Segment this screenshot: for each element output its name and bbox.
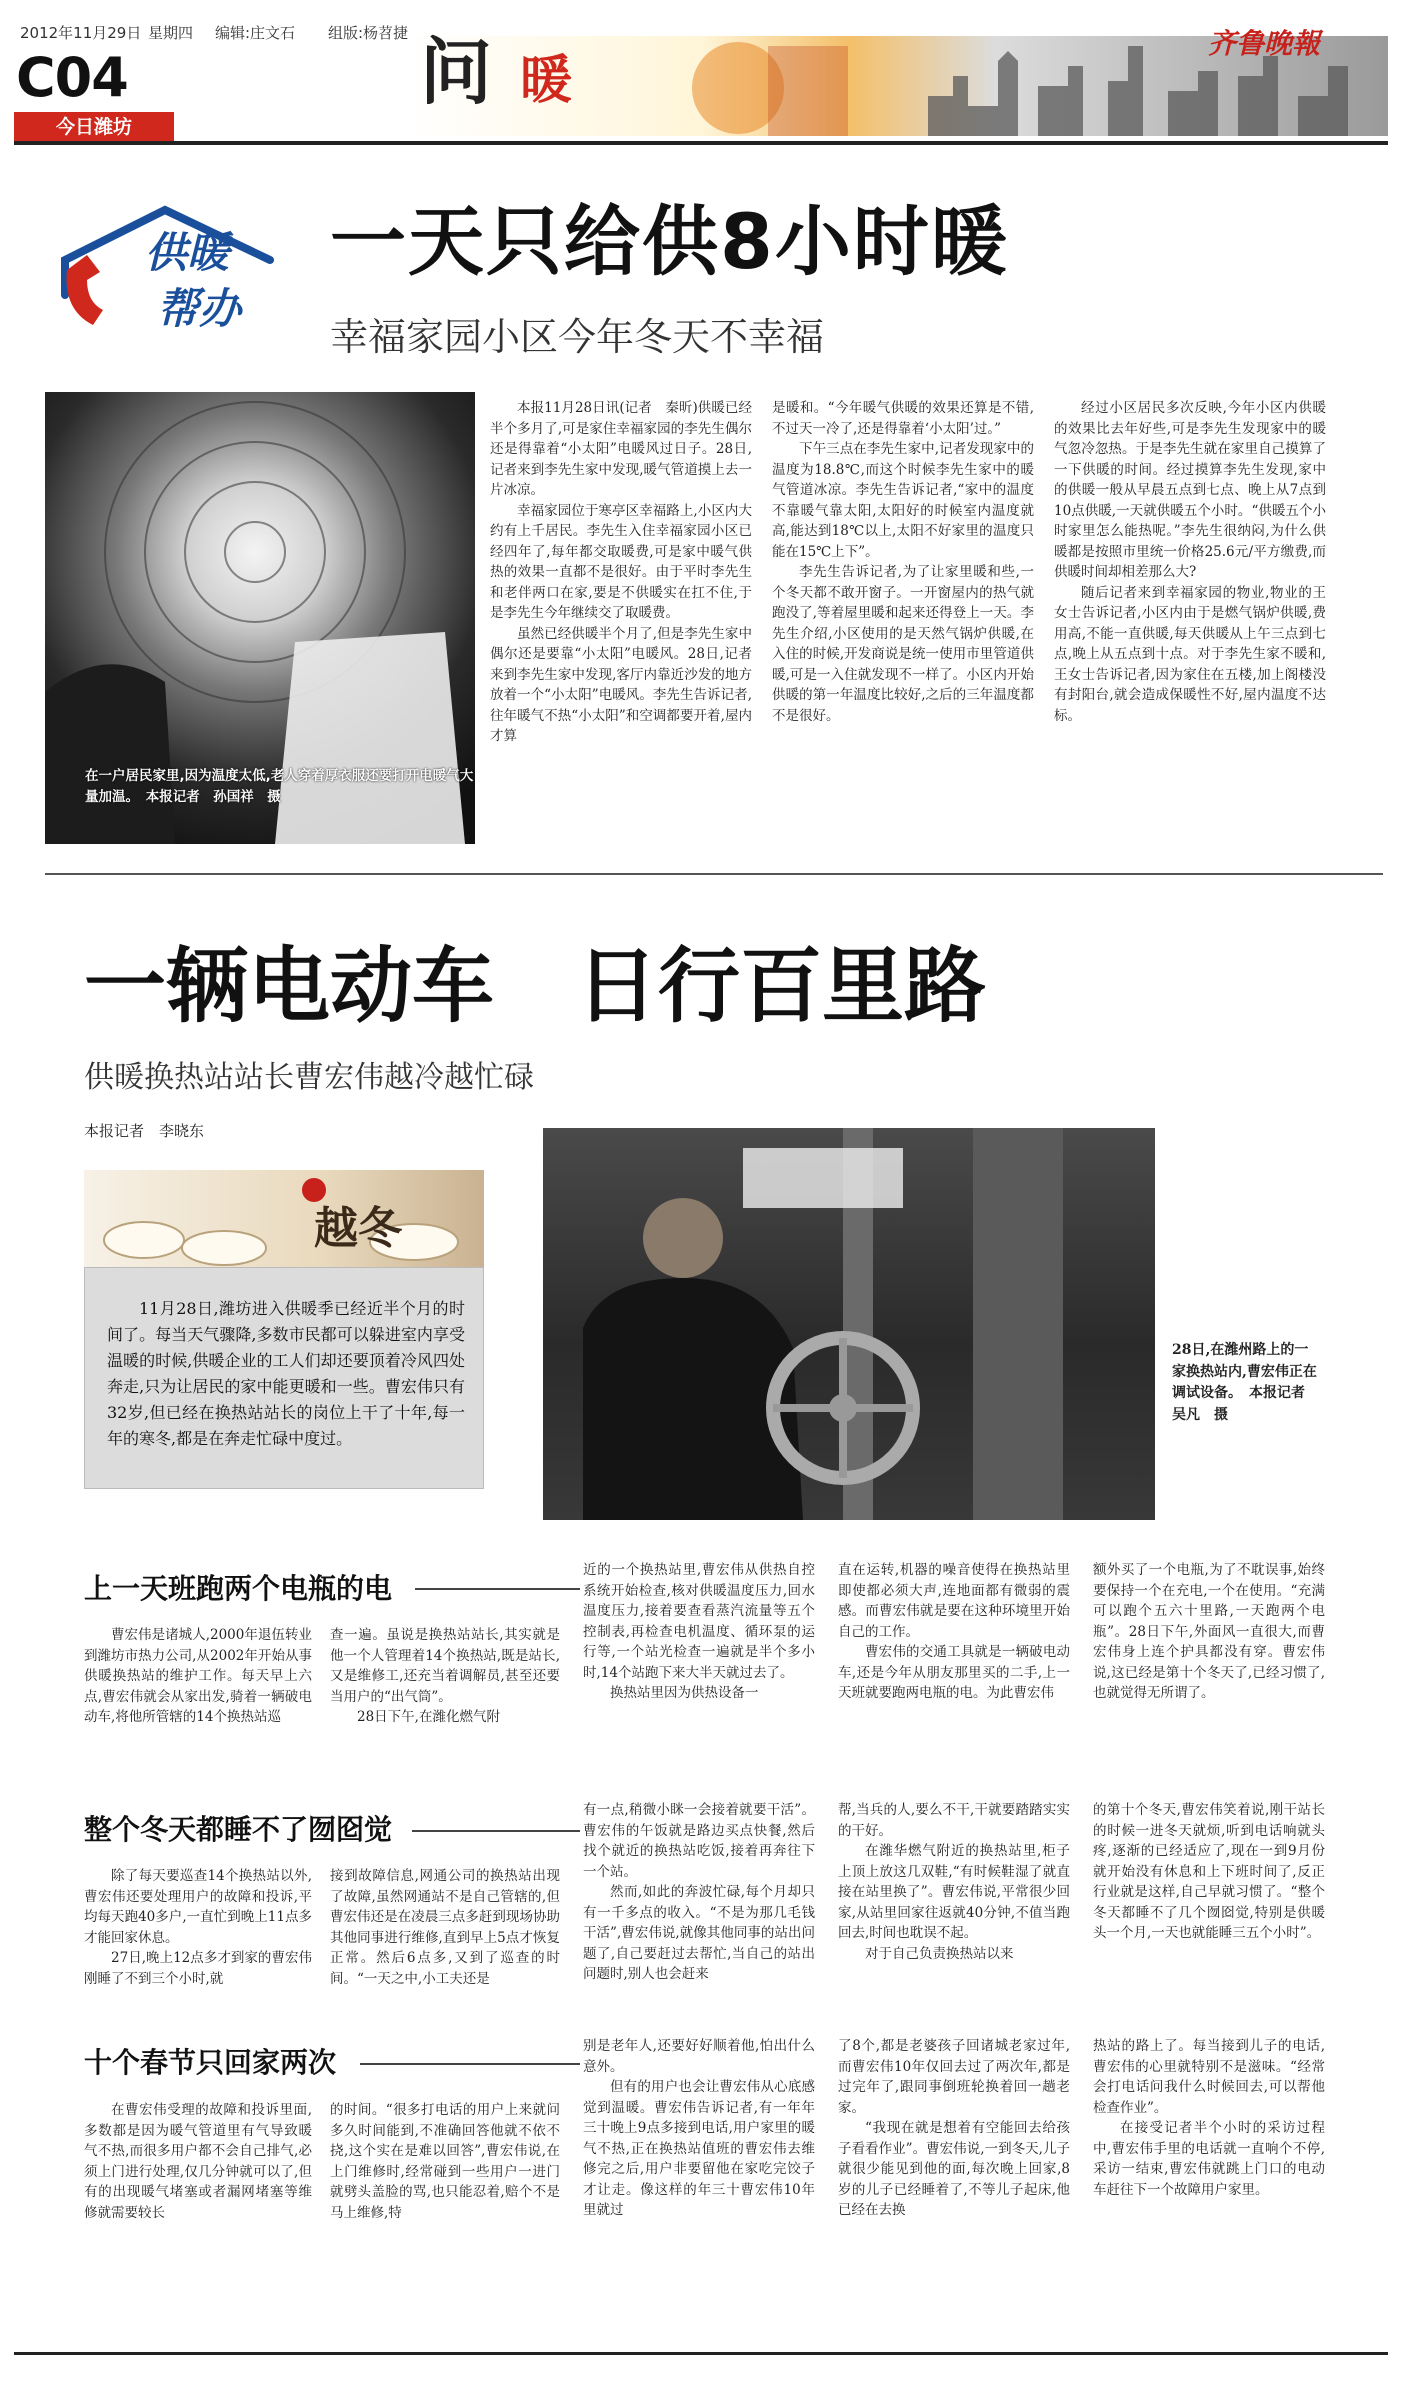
story2-photo-caption: 28日,在潍州路上的一家换热站内,曹宏伟正在调试设备。 本报记者 吴凡 摄	[1172, 1342, 1319, 1424]
story2-photo	[543, 1128, 1155, 1520]
issue-weekday: 星期四	[148, 24, 194, 42]
sec2-column-1: 除了每天要巡查14个换热站以外,曹宏伟还要处理用户的故障和投诉,平均每天跑40多户,一直忙到晚上11点多才能回家休息。 27日,晚上12点多才到家的曹宏伟刚睡了不到三个小时,就	[84, 1868, 312, 1987]
story1-column-2: 是暖和。“今年暖气供暖的效果还算是不错,不过天一冷了,还是得靠着‘小太阳’过。” 下午三点在李先生家中,记者发现家中的温度为18.8℃,而这个时候李先生家中的暖气管道冰凉。李先生告诉记者,“家中的温度不靠暖气靠太阳,太阳好的时候室内温度就高,能达到18℃以上,太阳不好家里的温度只能在15℃上下”。 李先生告诉记者,为了让家里暖和些,一个冬天都不敢开窗子。一开窗屋内的热气就跑没了,等着屋里暖和起来还得登上一天。李先生介绍,小区使用的是天然气锅炉供暖,在入住的时候,开发商说是统一使用市里管道供暖,可是一入住就发现不一样了。小区内开始供暖的第一年温度比较好,之后的三年温度都不是很好。	[772, 400, 1034, 724]
section-3-rule	[360, 2063, 580, 2065]
worker-with-valve-illustration	[543, 1128, 1155, 1520]
sec2-column-3: 有一点,稍微小眯一会接着就要干活”。曹宏伟的午饭就是路边买点快餐,然后找个就近的换热站吃饭,接着再奔往下一个站。 然而,如此的奔波忙碌,每个月却只有一千多点的收入。“不是为那几毛钱干活”,曹宏伟说,就像其他同事的站出问题了,自己要赶过去帮忙,当自己的站出问题时,别人也会赶来	[583, 1802, 815, 1983]
section-1-rule	[415, 1588, 580, 1590]
story1-photo	[45, 392, 475, 844]
story1-subhead: 幸福家园小区今年冬天不幸福	[330, 315, 825, 359]
story-divider	[45, 873, 1383, 875]
sec3-column-5: 热站的路上了。每当接到儿子的电话,曹宏伟的心里就特别不是滋味。“经常会打电话问我什么时候回去,可以帮他检查作业”。 在接受记者半个小时的采访过程中,曹宏伟手里的电话就一直响个不停,采访一结束,曹宏伟就跳上门口的电动车赶往下一个故障用户家里。	[1093, 2038, 1325, 2198]
editor: 编辑:庄文石	[215, 24, 296, 42]
page-number: C04	[16, 46, 128, 109]
help-badge-line1: 供暖	[145, 228, 230, 277]
sec1-column-1: 曹宏伟是诸城人,2000年退伍转业到潍坊市热力公司,从2002年开始从事供暖换热站的维护工作。每天早上六点,曹宏伟就会从家出发,骑着一辆破电动车,将他所管辖的14个换热站巡	[84, 1627, 312, 1726]
help-badge-line2: 帮办	[157, 284, 242, 333]
designer: 组版:杨苕捷	[328, 24, 409, 42]
story2-subhead: 供暖换热站站长曹宏伟越冷越忙碌	[84, 1060, 534, 1095]
section-tag: 今日潍坊	[14, 112, 174, 142]
help-badge	[45, 200, 285, 340]
story1-photo-caption: 在一户居民家里,因为温度太低,老人穿着厚衣服还要打开电暖气大量加温。 本报记者 孙国祥 摄	[85, 768, 474, 805]
story1-column-3: 经过小区居民多次反映,今年小区内供暖的效果比去年好些,可是李先生发现家中的暖气忽冷忽热。于是李先生就在家里自己摸算了一下供暖的时间。经过摸算李先生发现,家中的供暖一般从早晨五点到七点、晚上从7点到10点供暖,一天就供暖五个小时。“供暖五个小时家里怎么能热呢。”李先生很纳闷,为什么供暖都是按照市里统一价格25.6元/平方缴费,而供暖时间却相差那么大? 随后记者来到幸福家园的物业,物业的王女士告诉记者,小区内由于是燃气锅炉供暖,费用高,不能一直供暖,每天供暖从上午三点到七点,晚上从五点到十点。对于李先生家不暖和,王女士告诉记者,因为家住在五楼,加上阁楼没有封阳台,就会造成保暖性不好,屋内温度不达标。	[1054, 400, 1326, 724]
dumpling-illustration	[84, 1170, 484, 1270]
sec2-column-2: 接到故障信息,网通公司的换热站出现了故障,虽然网通站不是自己管辖的,但曹宏伟还是在凌晨三点多赶到现场协助其他同事进行维修,直到早上5点才恢复正常。然后6点多,又到了巡查的时间。“一天之中,小工夫还是	[330, 1868, 560, 1987]
header-divider	[14, 141, 1388, 145]
sec1-column-4: 直在运转,机器的噪音使得在换热站里即使都必须大声,连地面都有微弱的震感。而曹宏伟就是要在这种环境里开始自己的工作。 曹宏伟的交通工具就是一辆破电动车,还是今年从朋友那里买的二手,上一天班就要跑两电瓶的电。为此曹宏伟	[838, 1562, 1070, 1702]
sec1-column-2: 查一遍。虽说是换热站站长,其实就是他一个人管理着14个换热站,既是站长,又是维修工,还充当着调解员,甚至还要当用户的“出气筒”。 28日下午,在潍化燃气附	[330, 1627, 560, 1726]
story2-intro-box	[84, 1267, 484, 1489]
sec2-column-4: 帮,当兵的人,要么不干,干就要踏踏实实的干好。 在潍华燃气附近的换热站里,柜子上顶上放这几双鞋,“有时候鞋湿了就直接在站里换了”。曹宏伟说,平常很少回家,从站里回家往返就40分钟,不值当跑回去,时间也耽误不起。 对于自己负责换热站以来	[838, 1802, 1070, 1962]
section-2-title: 整个冬天都睡不了囫囵觉	[84, 1813, 393, 1846]
footer-rule	[14, 2352, 1388, 2355]
brand-logo: 齐鲁晚報	[1208, 27, 1321, 60]
sec3-column-3: 别是老年人,还要好好顺着他,怕出什么意外。 但有的用户也会让曹宏伟从心底感觉到温暖。曹宏伟告诉记者,有一年年三十晚上9点多接到电话,用户家里的暖气不热,正在换热站值班的曹宏伟去维修完之后,用户非要留他在家吃完饺子才让走。像这样的年三十曹宏伟10年里就过	[583, 2038, 815, 2219]
issue-date: 2012年11月29日	[20, 24, 142, 42]
story1-headline: 一天只给供8小时暖	[330, 197, 1009, 286]
story1-column-1: 本报11月28日讯(记者 秦昕)供暖已经半个多月了,可是家住幸福家园的李先生偶尔还是得靠着“小太阳”电暖风过日子。28日,记者来到李先生家中发现,暖气管道摸上去一片冰凉。 幸福家园位于寒亭区幸福路上,小区内大约有上千居民。李先生入住幸福家园小区已经四年了,每年都交取暖费,可是家中暖气供热的效果一直都不是很好。由于平时李先生和老伴两口在家,要是不供暖实在扛不住,于是李先生今年继续交了取暖费。 虽然已经供暖半个月了,但是李先生家中偶尔还是要靠“小太阳”电暖风。28日,记者来到李先生家中发现,客厅内靠近沙发的地方放着一个“小太阳”电暖风。李先生告诉记者,往年暖气不热“小太阳”和空调都要开着,屋内才算	[490, 400, 752, 745]
section-3-title: 十个春节只回家两次	[84, 2046, 337, 2079]
section-2-rule	[412, 1830, 580, 1832]
page-header	[0, 0, 1409, 150]
sec3-column-2: 的时间。“很多打电话的用户上来就问多久时间能到,不准确回答他就不依不挠,这个实在是难以回答”,曹宏伟说,在上门维修时,经常碰到一些用户一进门就劈头盖脸的骂,也只能忍着,赔个不是马上维修,特	[330, 2102, 560, 2221]
sec1-column-3: 近的一个换热站里,曹宏伟从供热自控系统开始检查,核对供暖温度压力,回水温度压力,接着要查看蒸汽流量等五个控制表,再检查电机温度、循环泵的运行等,一个站光检查一遍就是半个多小时,14个站跑下来大半天就过去了。 换热站里因为供热设备一	[583, 1562, 815, 1702]
story2-headline: 一辆电动车 日行百里路	[84, 939, 987, 1034]
series-title: 越冬	[314, 1203, 402, 1254]
banner-title-b: 暖	[520, 51, 573, 111]
series-banner	[84, 1170, 484, 1270]
sec1-column-5: 额外买了一个电瓶,为了不耽误事,始终要保持一个在充电,一个在使用。“充满可以跑个五六十里路,一天跑两个电瓶”。28日下午,外面风一直很大,而曹宏伟身上连个护具都没有穿。曹宏伟说,这已经是第十个冬天了,已经习惯了,也就觉得无所谓了。	[1093, 1562, 1325, 1702]
story2-intro: 11月28日,潍坊进入供暖季已经近半个月的时间了。每当天气骤降,多数市民都可以躲进室内享受温暖的时候,供暖企业的工人们却还要顶着冷风四处奔走,只为让居民的家中能更暖和一些。曹宏伟只有32岁,但已经在换热站站长的岗位上干了十年,每一年的寒冬,都是在奔走忙碌中度过。	[107, 1299, 465, 1448]
sec3-column-1: 在曹宏伟受理的故障和投诉里面,多数都是因为暖气管道里有气导致暖气不热,而很多用户都不会自己排气,必须上门进行处理,仅几分钟就可以了,但有的出现暖气堵塞或者漏网堵塞等维修就需要较长	[84, 2102, 312, 2221]
sec2-column-5: 的第十个冬天,曹宏伟笑着说,刚干站长的时候一进冬天就烦,听到电话响就头疼,逐渐的已经适应了,现在一到9月份就开始没有休息和上下班时间了,反正行业就是这样,自己早就习惯了。“整个冬天都睡不了几个囫囵觉,特别是供暖头一个月,一天也就能睡三五个小时”。	[1093, 1802, 1325, 1942]
section-1-title: 上一天班跑两个电瓶的电	[84, 1572, 393, 1605]
story2-byline: 本报记者 李晓东	[84, 1122, 205, 1140]
banner-title-a: 问	[420, 30, 493, 114]
sec3-column-4: 了8个,都是老婆孩子回诸城老家过年,而曹宏伟10年仅回去过了两次年,都是过完年了,跟同事倒班轮换着回一趟老家。 “我现在就是想着有空能回去给孩子看看作业”。曹宏伟说,一到冬天,儿子就很少能见到他的面,每次晚上回家,8岁的儿子已经睡着了,不等儿子起床,他已经在去换	[838, 2038, 1070, 2219]
